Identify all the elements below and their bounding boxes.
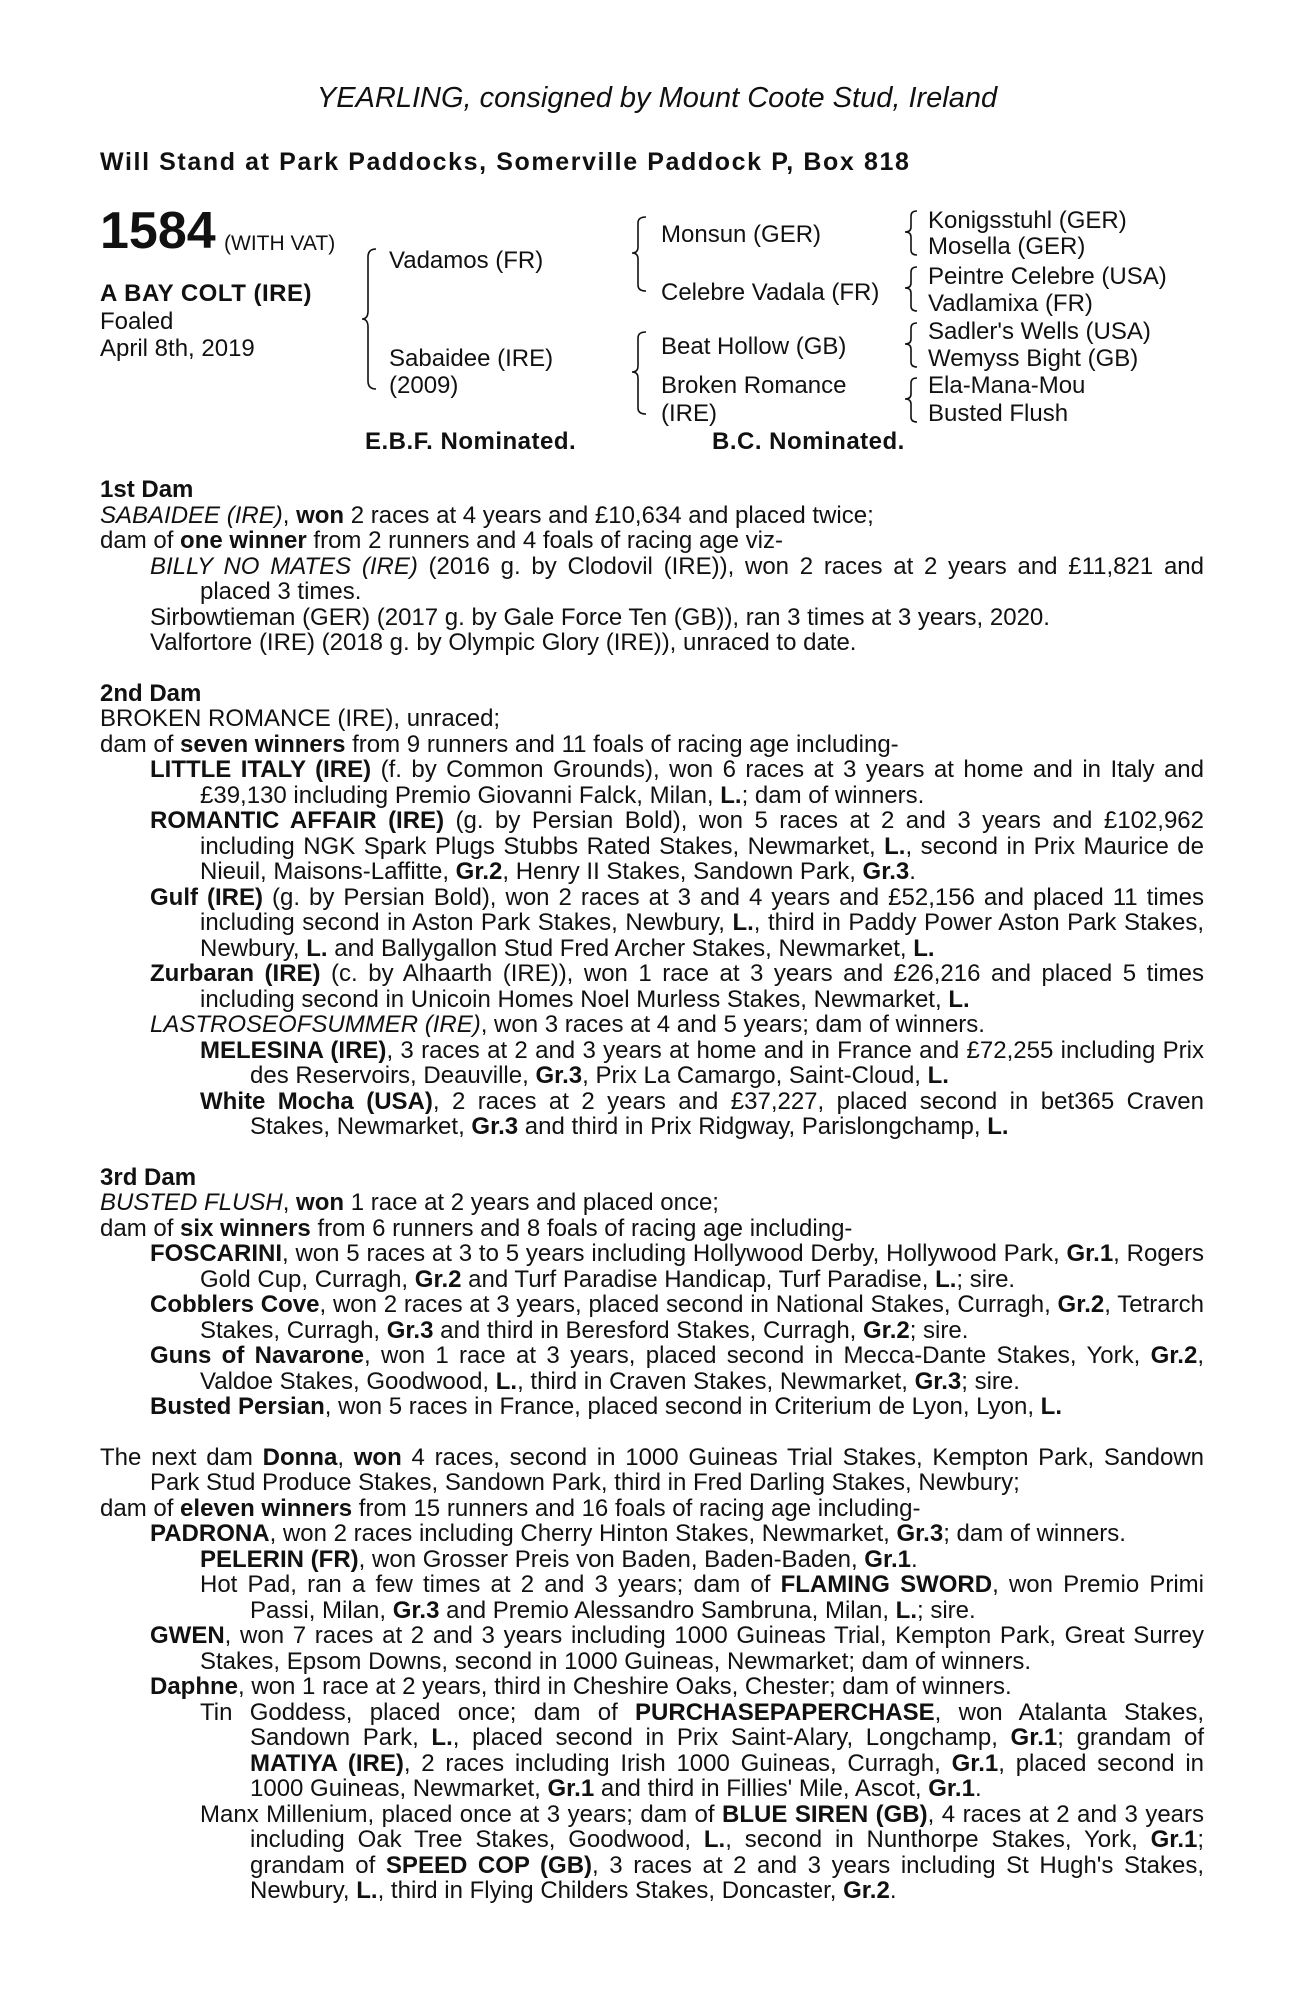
pedigree-sds: Peintre Celebre (USA) [928,263,1167,290]
next-dam-lines [100,1445,1204,1904]
pedigree-brace-dd [905,376,919,426]
next-dam-entry: PADRONA, won 2 races including Cherry Hinton Stakes, Newmarket, Gr.3; dam of winners. [150,1520,1126,1547]
third-dam-entry: dam of six winners from 6 runners and 8 foals of racing age including- [100,1214,853,1242]
second-dam-section [100,681,1204,1140]
first-dam-heading: 1st Dam [100,476,194,503]
pedigree-dsd: Wemyss Bight (GB) [928,345,1139,372]
family-details [100,477,1204,1904]
second-dam-entry: Gulf (IRE) (g. by Persian Bold), won 2 races at 3 and 4 years and £52,156 and placed 11 times including second in Aston Park Stakes, Newbury, L., third in Paddy Power Aston Park Stakes, Newbury, L. and Ballygallon Stud Fred Archer Stakes, Newmarket, L. [150,883,1204,962]
third-dam-entry: Busted Persian, won 5 races in France, placed second in Criterium de Lyon, Lyon, L. [150,1393,1062,1420]
pedigree-dam-dam-suffix: (IRE) [661,400,717,427]
first-dam-lines [100,503,1204,656]
third-dam-entry: FOSCARINI, won 5 races at 3 to 5 years including Hollywood Derby, Hollywood Park, Gr.1, Rogers Gold Cup, Curragh, Gr.2 and Turf Paradise Handicap, Turf Paradise, L.; sire. [150,1240,1205,1293]
next-dam-entry: GWEN, won 7 races at 2 and 3 years including 1000 Guineas Trial, Kempton Park, Great Surrey Stakes, Epsom Downs, second in 1000 Guineas, Newmarket; dam of winners. [150,1622,1204,1675]
second-dam-lines [100,706,1204,1140]
pedigree-dam-sire: Beat Hollow (GB) [661,333,847,360]
first-dam-section [100,477,1204,656]
bc-nominated: B.C. Nominated. [712,428,905,455]
first-dam-entry: BILLY NO MATES (IRE) (2016 g. by Clodovil (IRE)), won 2 races at 2 years and £11,821 and placed 3 times. [150,552,1204,605]
pedigree-ddd: Busted Flush [928,400,1069,427]
third-dam-heading: 3rd Dam [100,1163,197,1191]
pedigree-sire: Vadamos (FR) [389,247,544,274]
vat-note: (WITH VAT) [224,232,336,255]
first-dam-entry: SABAIDEE (IRE), won 2 races at 4 years and £10,634 and placed twice; [100,501,874,529]
pedigree-brace-main [362,247,382,392]
pedigree-ssd: Mosella (GER) [928,233,1086,260]
next-dam-entry: Tin Goddess, placed once; dam of PURCHASEPAPERCHASE, won Atalanta Stakes, Sandown Park, L., placed second in Prix Saint-Alary, Longchamp, Gr.1; grandam of MATIYA (IRE), 2 races including Irish 1000 Guineas, Curragh, Gr.1, placed second in 1000 Guineas, Newmarket, Gr.1 and third in Fillies' Mile, Ascot, Gr.1. [200,1698,1205,1802]
second-dam-entry: LITTLE ITALY (IRE) (f. by Common Grounds), won 6 races at 3 years at home and in Italy and £39,130 including Premio Giovanni Falck, Milan, L.; dam of winners. [150,756,1204,809]
third-dam-entry: Cobblers Cove, won 2 races at 3 years, placed second in National Stakes, Curragh, Gr.2, Tetrarch Stakes, Curragh, Gr.3 and third in Beresford Stakes, Curragh, Gr.2; sire. [150,1291,1204,1344]
pedigree-brace-ss [905,209,919,259]
third-dam-entry: Guns of Navarone, won 1 race at 3 years, placed second in Mecca-Dante Stakes, York, Gr.2, Valdoe Stakes, Goodwood, L., third in Craven Stakes, Newmarket, Gr.3; sire. [150,1342,1204,1395]
pedigree-brace-sd [905,265,919,315]
pedigree-dam: Sabaidee (IRE) [389,345,554,372]
first-dam-entry: Valfortore (IRE) (2018 g. by Olympic Glory (IRE)), unraced to date. [150,629,857,656]
next-dam-section [100,1445,1204,1904]
pedigree-brace-dam [632,330,652,420]
pedigree-sire-dam: Celebre Vadala (FR) [661,279,880,306]
pedigree-sss: Konigsstuhl (GER) [928,207,1127,234]
pedigree-dds: Ela-Mana-Mou [928,372,1086,399]
stand-location: Will Stand at Park Paddocks, Somerville Paddock P, Box 818 [100,148,911,176]
second-dam-entry: Zurbaran (IRE) (c. by Alhaarth (IRE)), won 1 race at 3 years and £26,216 and placed 5 times including second in Unicoin Homes Noel Murless Stakes, Newmarket, L. [150,960,1204,1013]
second-dam-entry: LASTROSEOFSUMMER (IRE), won 3 races at 4 and 5 years; dam of winners. [150,1011,985,1038]
next-dam-entry: PELERIN (FR), won Grosser Preis von Baden, Baden-Baden, Gr.1. [200,1545,918,1573]
next-dam-entry: Hot Pad, ran a few times at 2 and 3 years; dam of FLAMING SWORD, won Premio Primi Passi, Milan, Gr.3 and Premio Alessandro Sambruna, Milan, L.; sire. [200,1571,1205,1624]
pedigree-dam-year: (2009) [389,372,459,399]
next-dam-entry: Manx Millenium, placed once at 3 years; dam of BLUE SIREN (GB), 4 races at 2 and 3 years including Oak Tree Stakes, Goodwood, L., second in Nunthorpe Stakes, York, Gr.1; grandam of SPEED COP (GB), 3 races at 2 and 3 years including St Hugh's Stakes, Newbury, L., third in Flying Childers Stakes, Doncaster, Gr.2. [200,1800,1205,1904]
first-dam-entry: Sirbowtieman (GER) (2017 g. by Gale Force Ten (GB)), ran 3 times at 3 years, 2020. [150,603,1050,631]
pedigree-dam-dam: Broken Romance [661,372,847,399]
pedigree-dss: Sadler's Wells (USA) [928,318,1151,345]
second-dam-entry: MELESINA (IRE), 3 races at 2 and 3 years at home and in France and £72,255 including Prix des Reservoirs, Deauville, Gr.3, Prix La Camargo, Saint-Cloud, L. [200,1036,1204,1089]
third-dam-entry: BUSTED FLUSH, won 1 race at 2 years and placed once; [100,1189,719,1216]
second-dam-entry: ROMANTIC AFFAIR (IRE) (g. by Persian Bold), won 5 races at 2 and 3 years and £102,962 including NGK Spark Plugs Stubbs Rated Stakes, Newmarket, L., second in Prix Maurice de Nieuil, Maisons-Laffitte, Gr.2, Henry II Stakes, Sandown Park, Gr.3. [150,807,1204,885]
pedigree-brace-sire [632,215,652,295]
pedigree-sire-sire: Monsun (GER) [661,221,822,248]
pedigree-sdd: Vadlamixa (FR) [928,290,1093,317]
next-dam-entry: The next dam Donna, won 4 races, second in 1000 Guineas Trial Stakes, Kempton Park, Sandown Park Stud Produce Stakes, Sandown Park, third in Fred Darling Stakes, Newbury; [100,1443,1204,1496]
consignor-heading: YEARLING, consigned by Mount Coote Stud, Ireland [316,82,998,114]
second-dam-entry: BROKEN ROMANCE (IRE), unraced; [100,705,501,732]
third-dam-lines [100,1190,1204,1420]
ebf-nominated: E.B.F. Nominated. [365,428,577,455]
pedigree-brace-ds [905,321,919,371]
next-dam-entry: Daphne, won 1 race at 2 years, third in Cheshire Oaks, Chester; dam of winners. [150,1673,1012,1700]
second-dam-entry: dam of seven winners from 9 runners and 11 foals of racing age including- [100,730,899,758]
lot-description: A BAY COLT (IRE) [100,280,313,307]
next-dam-entry: dam of eleven winners from 15 runners and 16 foals of racing age including- [100,1494,921,1522]
first-dam-entry: dam of one winner from 2 runners and 4 foals of racing age viz- [100,527,783,554]
second-dam-heading: 2nd Dam [100,679,202,707]
foaled-date: April 8th, 2019 [100,335,255,362]
second-dam-entry: White Mocha (USA), 2 races at 2 years and £37,227, placed second in bet365 Craven Stakes, Newmarket, Gr.3 and third in Prix Ridgway, Parislongchamp, L. [200,1087,1204,1140]
lot-number: 1584 [100,202,216,260]
third-dam-section [100,1165,1204,1420]
foaled-label: Foaled [100,308,174,335]
